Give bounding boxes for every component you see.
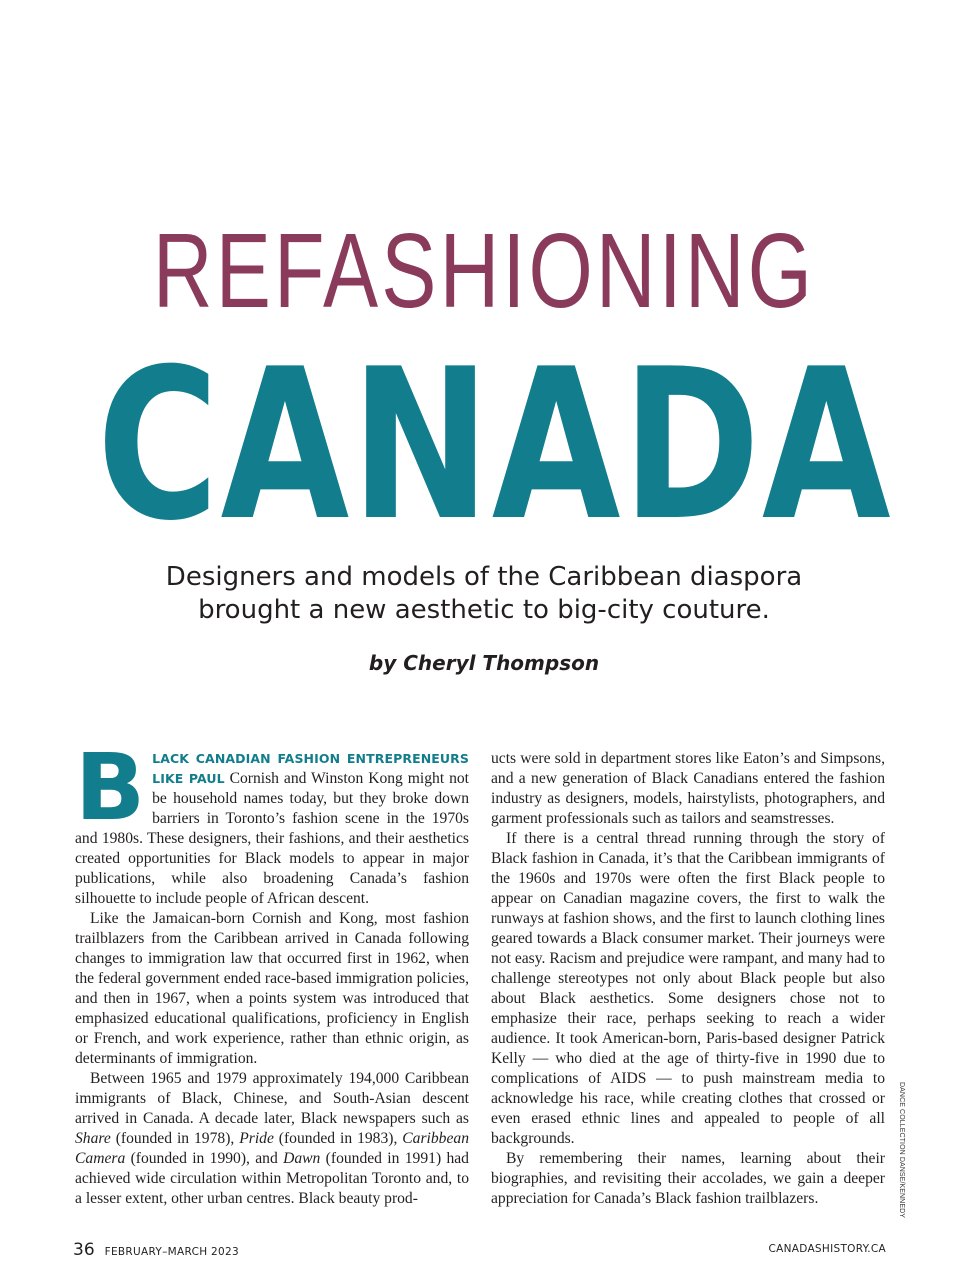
drop-cap: B (75, 734, 146, 841)
paragraph-3 (75, 1069, 469, 1209)
paragraph-4: If there is a central thread running through the story of Black fashion in Canada, it’s that the Caribbean immigrants of the 1960s and 1970s were often the first Black people to appear on Canadian magazine covers, the first to walk the runways at fashion shows, and the first to launch clothing lines geared towards a Black consumer market. Their journeys were not easy. Racism and prejudice were rampant, and many had to challenge stereotypes not only about Black people but also about Black aesthetics. Some designers chose not to emphasize their race, perhaps seeking to reach a wider audience. It took American-born, Paris-based designer Patrick Kelly — who died at the age of thirty-five in 1990 due to complications of AIDS — to push mainstream media to acknowledge his race, while creating clothes that crossed or even erased ethnic lines and appealed to people of all backgrounds. (491, 830, 885, 1147)
publication-dawn: Dawn (283, 1150, 321, 1167)
paragraph-5: By remembering their names, learning about their biographies, and revisiting their accolades, we gain a deeper appreciation for Canada’s Black fashion trailblazers. (491, 1150, 885, 1207)
website: CANADASHISTORY.CA (768, 1243, 886, 1255)
page-number: 36 (73, 1240, 95, 1260)
lead-in: LACK CANADIAN FASHION ENTREPRENEURS LIKE PAUL (152, 751, 469, 786)
issue-date: FEBRUARY–MARCH 2023 (104, 1246, 239, 1258)
deck-line-1: Designers and models of the Caribbean diaspora (165, 562, 803, 592)
paragraph-3-continued: ucts were sold in department stores like Eaton’s and Simpsons, and a new generation of Black Canadians entered the fashion industry as designers, models, hairstylists, photographers, and garment professionals such as tailors and seamstresses. (491, 750, 885, 827)
deck-subtitle (0, 561, 968, 627)
photo-credit: DANCE COLLECTION DANSE/KENNEDY (898, 1082, 905, 1219)
paragraph-3-text-d: (founded in 1990), and (125, 1150, 284, 1167)
paragraph-3-text-c: (founded in 1983), (273, 1130, 403, 1147)
byline: by Cheryl Thompson (368, 651, 600, 675)
publication-caribbean-camera: Caribbean Camera (75, 1130, 469, 1167)
article-column-left (75, 734, 469, 1209)
paragraph-1-text: Cornish and Winston Kong might not be household names today, but they broke down barriers in Toronto’s fashion scene in the 1970s and 1980s. These designers, their fashions, and their aesthetics created opportunities for Black models to appear in major publications, while also broadening Canada’s fashion silhouette to include people of African descent. (75, 770, 469, 907)
publication-pride: Pride (239, 1130, 274, 1147)
headline-canada: CANADA (96, 325, 893, 567)
paragraph-3-text-b: (founded in 1978), (110, 1130, 240, 1147)
headline-refashioning: REFASHIONING (152, 212, 816, 330)
deck-line-2: brought a new aesthetic to big-city couture. (198, 595, 770, 625)
paragraph-1 (75, 734, 469, 909)
folio (73, 1240, 239, 1260)
paragraph-3-text-e: (founded in 1991) had achieved wide circulation within Metropolitan Toronto and, to a lesser extent, other urban centres. Black beauty prod- (75, 1150, 469, 1207)
article-column-right (491, 749, 885, 1209)
paragraph-2: Like the Jamaican-born Cornish and Kong, most fashion trailblazers from the Caribbean arrived in Canada following changes to immigration law that occurred first in 1962, when the federal government ended race-based immigration policies, and then in 1967, when a points system was introduced that emphasized educational qualifications, proficiency in English or French, and work experience, rather than ethnic origin, as determinants of immigration. (75, 910, 469, 1067)
paragraph-3-text-a: Between 1965 and 1979 approximately 194,000 Caribbean immigrants of Black, Chinese, and South-Asian descent arrived in Canada. A decade later, Black newspapers such as (75, 1070, 469, 1127)
publication-share: Share (75, 1130, 111, 1147)
